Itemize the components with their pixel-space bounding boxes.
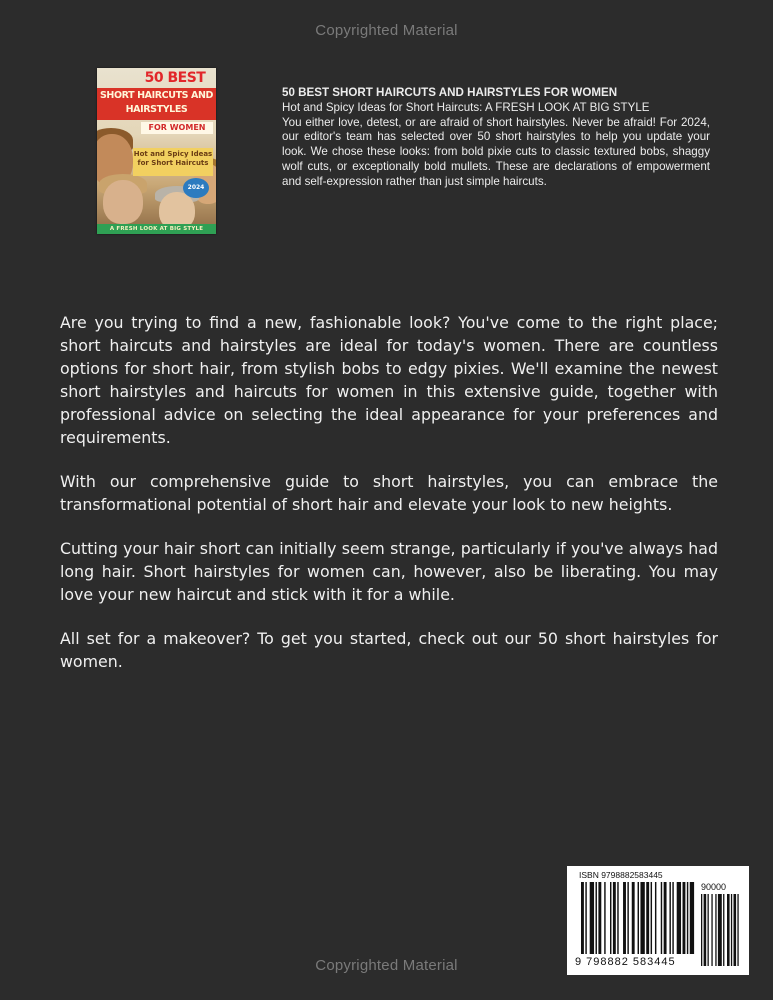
- barcode-addon: 90000: [701, 882, 727, 892]
- blurb-text: You either love, detest, or are afraid of short hairstyles. Never be afraid! For 2024, our editor's team has selected over 50 short hairstyles to help you update your look. We chose these looks: from bold pixie cuts to classic textured bobs, shaggy wolf cuts, or exceptionally bold mullets. These are declarations of empowerment and self-expression rather than just simple haircuts.: [282, 115, 710, 188]
- isbn-label: ISBN 9798882583445: [579, 870, 663, 880]
- body-paragraph: All set for a makeover? To get you started, check out our 50 short hairstyles for women.: [60, 629, 718, 671]
- barcode-digits: 9 798882 583445: [575, 956, 676, 968]
- body-paragraph: Cutting your hair short can initially seem strange, particularly if you've always had long hair. Short hairstyles for women can, however, also be liberating. You may love your new haircut and stick with it for a while.: [60, 539, 718, 604]
- blurb-title: 50 BEST SHORT HAIRCUTS AND HAIRSTYLES FOR WOMEN: [282, 86, 618, 99]
- cover-title-50-best: 50 BEST: [144, 70, 206, 86]
- body-paragraph: Are you trying to find a new, fashionable look? You've come to the right place; short haircuts and hairstyles are ideal for today's women. There are countless options for short hair, from stylish bobs to edgy pixies. We'll examine the newest short hairstyles and haircuts for women in this extensive guide, together with professional advice on selecting the ideal appearance for your preferences and requirements.: [60, 313, 718, 447]
- cover-face-shape: [103, 180, 143, 224]
- cover-tagline: A FRESH LOOK AT BIG STYLE: [97, 224, 216, 234]
- cover-thumbnail: [97, 68, 216, 234]
- body-text: [60, 311, 718, 694]
- watermark-top: Copyrighted Material: [315, 22, 458, 39]
- cover-year-badge: 2024: [183, 178, 209, 198]
- watermark-bottom: Copyrighted Material: [315, 957, 458, 974]
- body-paragraph: With our comprehensive guide to short hairstyles, you can embrace the transformational potential of short hair and elevate your look to new heights.: [60, 472, 718, 514]
- blurb-subtitle: Hot and Spicy Ideas for Short Haircuts: A FRESH LOOK AT BIG STYLE: [282, 100, 650, 114]
- cover-for-women: FOR WOMEN: [141, 122, 213, 134]
- cover-title-main: SHORT HAIRCUTS AND HAIRSTYLES: [99, 90, 213, 115]
- cover-subtitle: Hot and Spicy Ideas for Short Haircuts: [133, 148, 213, 176]
- blurb: [282, 86, 710, 190]
